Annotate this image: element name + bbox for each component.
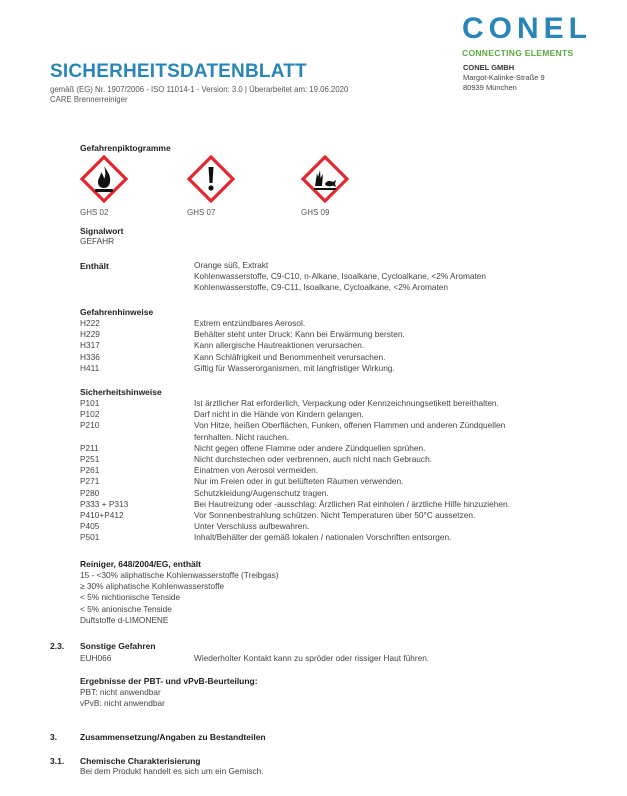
pictograms-heading: Gefahrenpiktogramme bbox=[80, 143, 171, 153]
pictogram-label: GHS 02 bbox=[80, 208, 109, 217]
hazard-text: Giftig für Wasserorganismen, mit langfristiger Wirkung. bbox=[194, 362, 395, 373]
pictogram-label: GHS 09 bbox=[301, 208, 330, 217]
hazard-text: Kann allergische Hautreaktionen verursachen. bbox=[194, 340, 365, 351]
section-number: 2.3. bbox=[50, 641, 65, 651]
precaution-row bbox=[80, 398, 554, 409]
hazard-row bbox=[80, 318, 554, 329]
signal-word-value: GEFAHR bbox=[80, 236, 115, 246]
hazard-code: H336 bbox=[80, 351, 100, 362]
pbt-heading: Ergebnisse der PBT- und vPvB-Beurteilung: bbox=[80, 676, 258, 686]
precaution-text bbox=[194, 420, 554, 442]
pbt-assessment bbox=[80, 676, 258, 709]
precaution-code: P211 bbox=[80, 442, 99, 453]
euh-text: Wiederholter Kontakt kann zu spröder oder rissiger Haut führen. bbox=[194, 653, 430, 663]
hazard-row bbox=[80, 352, 554, 363]
precaution-code: P280 bbox=[80, 487, 100, 498]
hazard-code: H229 bbox=[80, 329, 100, 340]
logo-wordmark: CONEL bbox=[462, 12, 592, 45]
cleaner-item: < 5% nichtionische Tenside bbox=[80, 592, 181, 603]
precaution-code: P271 bbox=[80, 476, 100, 487]
section-number: 3.1. bbox=[50, 756, 65, 766]
hazard-row bbox=[80, 329, 554, 340]
product-name: CARE Brennerreiniger bbox=[50, 95, 128, 104]
precaution-row bbox=[80, 454, 554, 465]
precaution-text: Ist ärztlicher Rat erforderlich, Verpackung oder Kennzeichnungsetikett bereithalten. bbox=[194, 398, 499, 408]
hazard-text: Behälter steht unter Druck: Kann bei Erwärmung bersten. bbox=[194, 329, 405, 340]
contains-item: Orange süß, Extrakt bbox=[194, 260, 269, 270]
company-street: Margot-Kalinke-Straße 9 bbox=[463, 73, 545, 82]
precaution-code: P251 bbox=[80, 454, 100, 465]
precaution-text: Inhalt/Behälter der gemäß lokalen / nationalen Vorschriften entsorgen. bbox=[194, 532, 452, 543]
signal-word-section bbox=[80, 226, 123, 247]
cleaner-item: Duftstoffe d-LIMONENE bbox=[80, 614, 169, 625]
environment-icon bbox=[301, 155, 349, 203]
precaution-row bbox=[80, 465, 554, 476]
chemical-characterisation bbox=[80, 756, 264, 777]
cleaner-ingredients bbox=[80, 559, 279, 626]
precaution-code: P210 bbox=[80, 420, 100, 431]
exclamation-icon bbox=[187, 155, 235, 203]
logo-tagline: CONNECTING ELEMENTS bbox=[462, 48, 574, 58]
hazard-row bbox=[80, 363, 554, 374]
hazard-code: H222 bbox=[80, 318, 100, 328]
cleaner-heading: Reiniger, 648/2004/EG, enthält bbox=[80, 559, 201, 569]
precaution-row bbox=[80, 521, 554, 532]
pictogram-ghs07 bbox=[187, 155, 235, 217]
pictogram-ghs02 bbox=[80, 155, 128, 217]
precaution-row bbox=[80, 476, 554, 487]
section31-text: Bei dem Produkt handelt es sich um ein Gemisch. bbox=[80, 766, 264, 776]
precaution-code: P405 bbox=[80, 521, 100, 532]
flame-icon bbox=[80, 155, 128, 203]
contains-item: Kohlenwasserstoffe, C9-C10, n-Alkane, Isoalkane, Cycloalkane, <2% Aromaten bbox=[194, 271, 487, 282]
vpvb-line: vPvB: nicht anwendbar bbox=[80, 698, 165, 709]
precaution-text: Darf nicht in die Hände von Kindern gelangen. bbox=[194, 409, 364, 420]
contains-list bbox=[194, 260, 486, 294]
precaution-text: Bei Hautreizung oder -ausschlag: Ärztlichen Rat einholen / ärztliche Hilfe hinzuziehen. bbox=[194, 498, 510, 509]
precaution-row bbox=[80, 499, 554, 510]
precaution-text: Nicht durchstechen oder verbrennen, auch nicht nach Gebrauch. bbox=[194, 454, 432, 465]
hazard-text: Extrem entzündbares Aerosol. bbox=[194, 318, 306, 328]
hazard-text: Kann Schläfrigkeit und Benommenheit verursachen. bbox=[194, 351, 386, 362]
precaution-row bbox=[80, 420, 554, 442]
company-name: CONEL GMBH bbox=[463, 63, 515, 72]
precaution-row bbox=[80, 488, 554, 499]
cleaner-item: ≥ 30% aliphatische Kohlenwasserstoffe bbox=[80, 581, 225, 592]
precaution-row bbox=[80, 443, 554, 454]
precaution-code: P102 bbox=[80, 409, 100, 420]
precaution-text: Nur im Freien oder in gut belüfteten Räumen verwenden. bbox=[194, 476, 404, 487]
precaution-code: P333 + P313 bbox=[80, 498, 129, 509]
pictogram-ghs09 bbox=[301, 155, 349, 217]
precaution-code: P501 bbox=[80, 532, 100, 543]
signal-word-heading: Signalwort bbox=[80, 226, 124, 236]
document-meta bbox=[50, 85, 348, 105]
section-number: 3. bbox=[50, 732, 58, 742]
section31-heading: Chemische Charakterisierung bbox=[80, 756, 201, 766]
other-hazards-row bbox=[80, 653, 554, 664]
euh-code: EUH066 bbox=[80, 653, 112, 663]
section3-heading: Zusammensetzung/Angaben zu Bestandteilen bbox=[80, 732, 266, 742]
contains-heading: Enthält bbox=[80, 261, 109, 271]
precaution-text: Einatmen von Aerosol vermeiden. bbox=[194, 465, 319, 476]
company-city: 80939 München bbox=[463, 83, 517, 92]
precaution-text-line: Von Hitze, heißen Oberflächen, Funken, offenen Flammen und anderen Zündquellen bbox=[194, 420, 506, 431]
precaution-text: Schutzkleidung/Augenschutz tragen. bbox=[194, 487, 329, 498]
precaution-heading: Sicherheitshinweise bbox=[80, 387, 162, 397]
precaution-text: Vor Sonnenbestrahlung schützen. Nicht Temperaturen über 50°C aussetzen. bbox=[194, 510, 476, 521]
precaution-row bbox=[80, 409, 554, 420]
precaution-code: P101 bbox=[80, 398, 100, 408]
pictogram-label: GHS 07 bbox=[187, 208, 216, 217]
hazard-code: H317 bbox=[80, 340, 100, 351]
pbt-line: PBT: nicht anwendbar bbox=[80, 687, 161, 697]
precaution-text: Nicht gegen offene Flamme oder andere Zündquellen sprühen. bbox=[194, 442, 426, 453]
conel-logo bbox=[462, 14, 612, 58]
precaution-text-line: fernhalten. Nicht rauchen. bbox=[194, 431, 290, 442]
precaution-code: P410+P412 bbox=[80, 510, 124, 521]
cleaner-item: 15 - <30% aliphatische Kohlenwasserstoffe (Treibgas) bbox=[80, 570, 279, 580]
cleaner-item: < 5% anionische Tenside bbox=[80, 603, 172, 614]
precaution-row bbox=[80, 532, 554, 543]
hazard-statements bbox=[80, 307, 554, 374]
hazard-row bbox=[80, 340, 554, 351]
company-address bbox=[463, 63, 545, 93]
precautionary-statements bbox=[80, 387, 554, 544]
other-hazards-heading: Sonstige Gefahren bbox=[80, 641, 156, 651]
page-title: SICHERHEITSDATENBLATT bbox=[50, 61, 307, 82]
precaution-code: P261 bbox=[80, 465, 100, 476]
hazard-heading: Gefahrenhinweise bbox=[80, 307, 154, 317]
regulation-line: gemäß (EG) Nr. 1907/2006 - ISO 11014-1 - Version: 3.0 | Überarbeitet am: 19.06.2020 bbox=[50, 85, 349, 94]
precaution-row bbox=[80, 510, 554, 521]
contains-item: Kohlenwasserstoffe, C9-C11, Isoalkane, Cycloalkane, <2% Aromaten bbox=[194, 282, 449, 293]
hazard-code: H411 bbox=[80, 362, 100, 373]
precaution-text: Unter Verschluss aufbewahren. bbox=[194, 521, 310, 532]
